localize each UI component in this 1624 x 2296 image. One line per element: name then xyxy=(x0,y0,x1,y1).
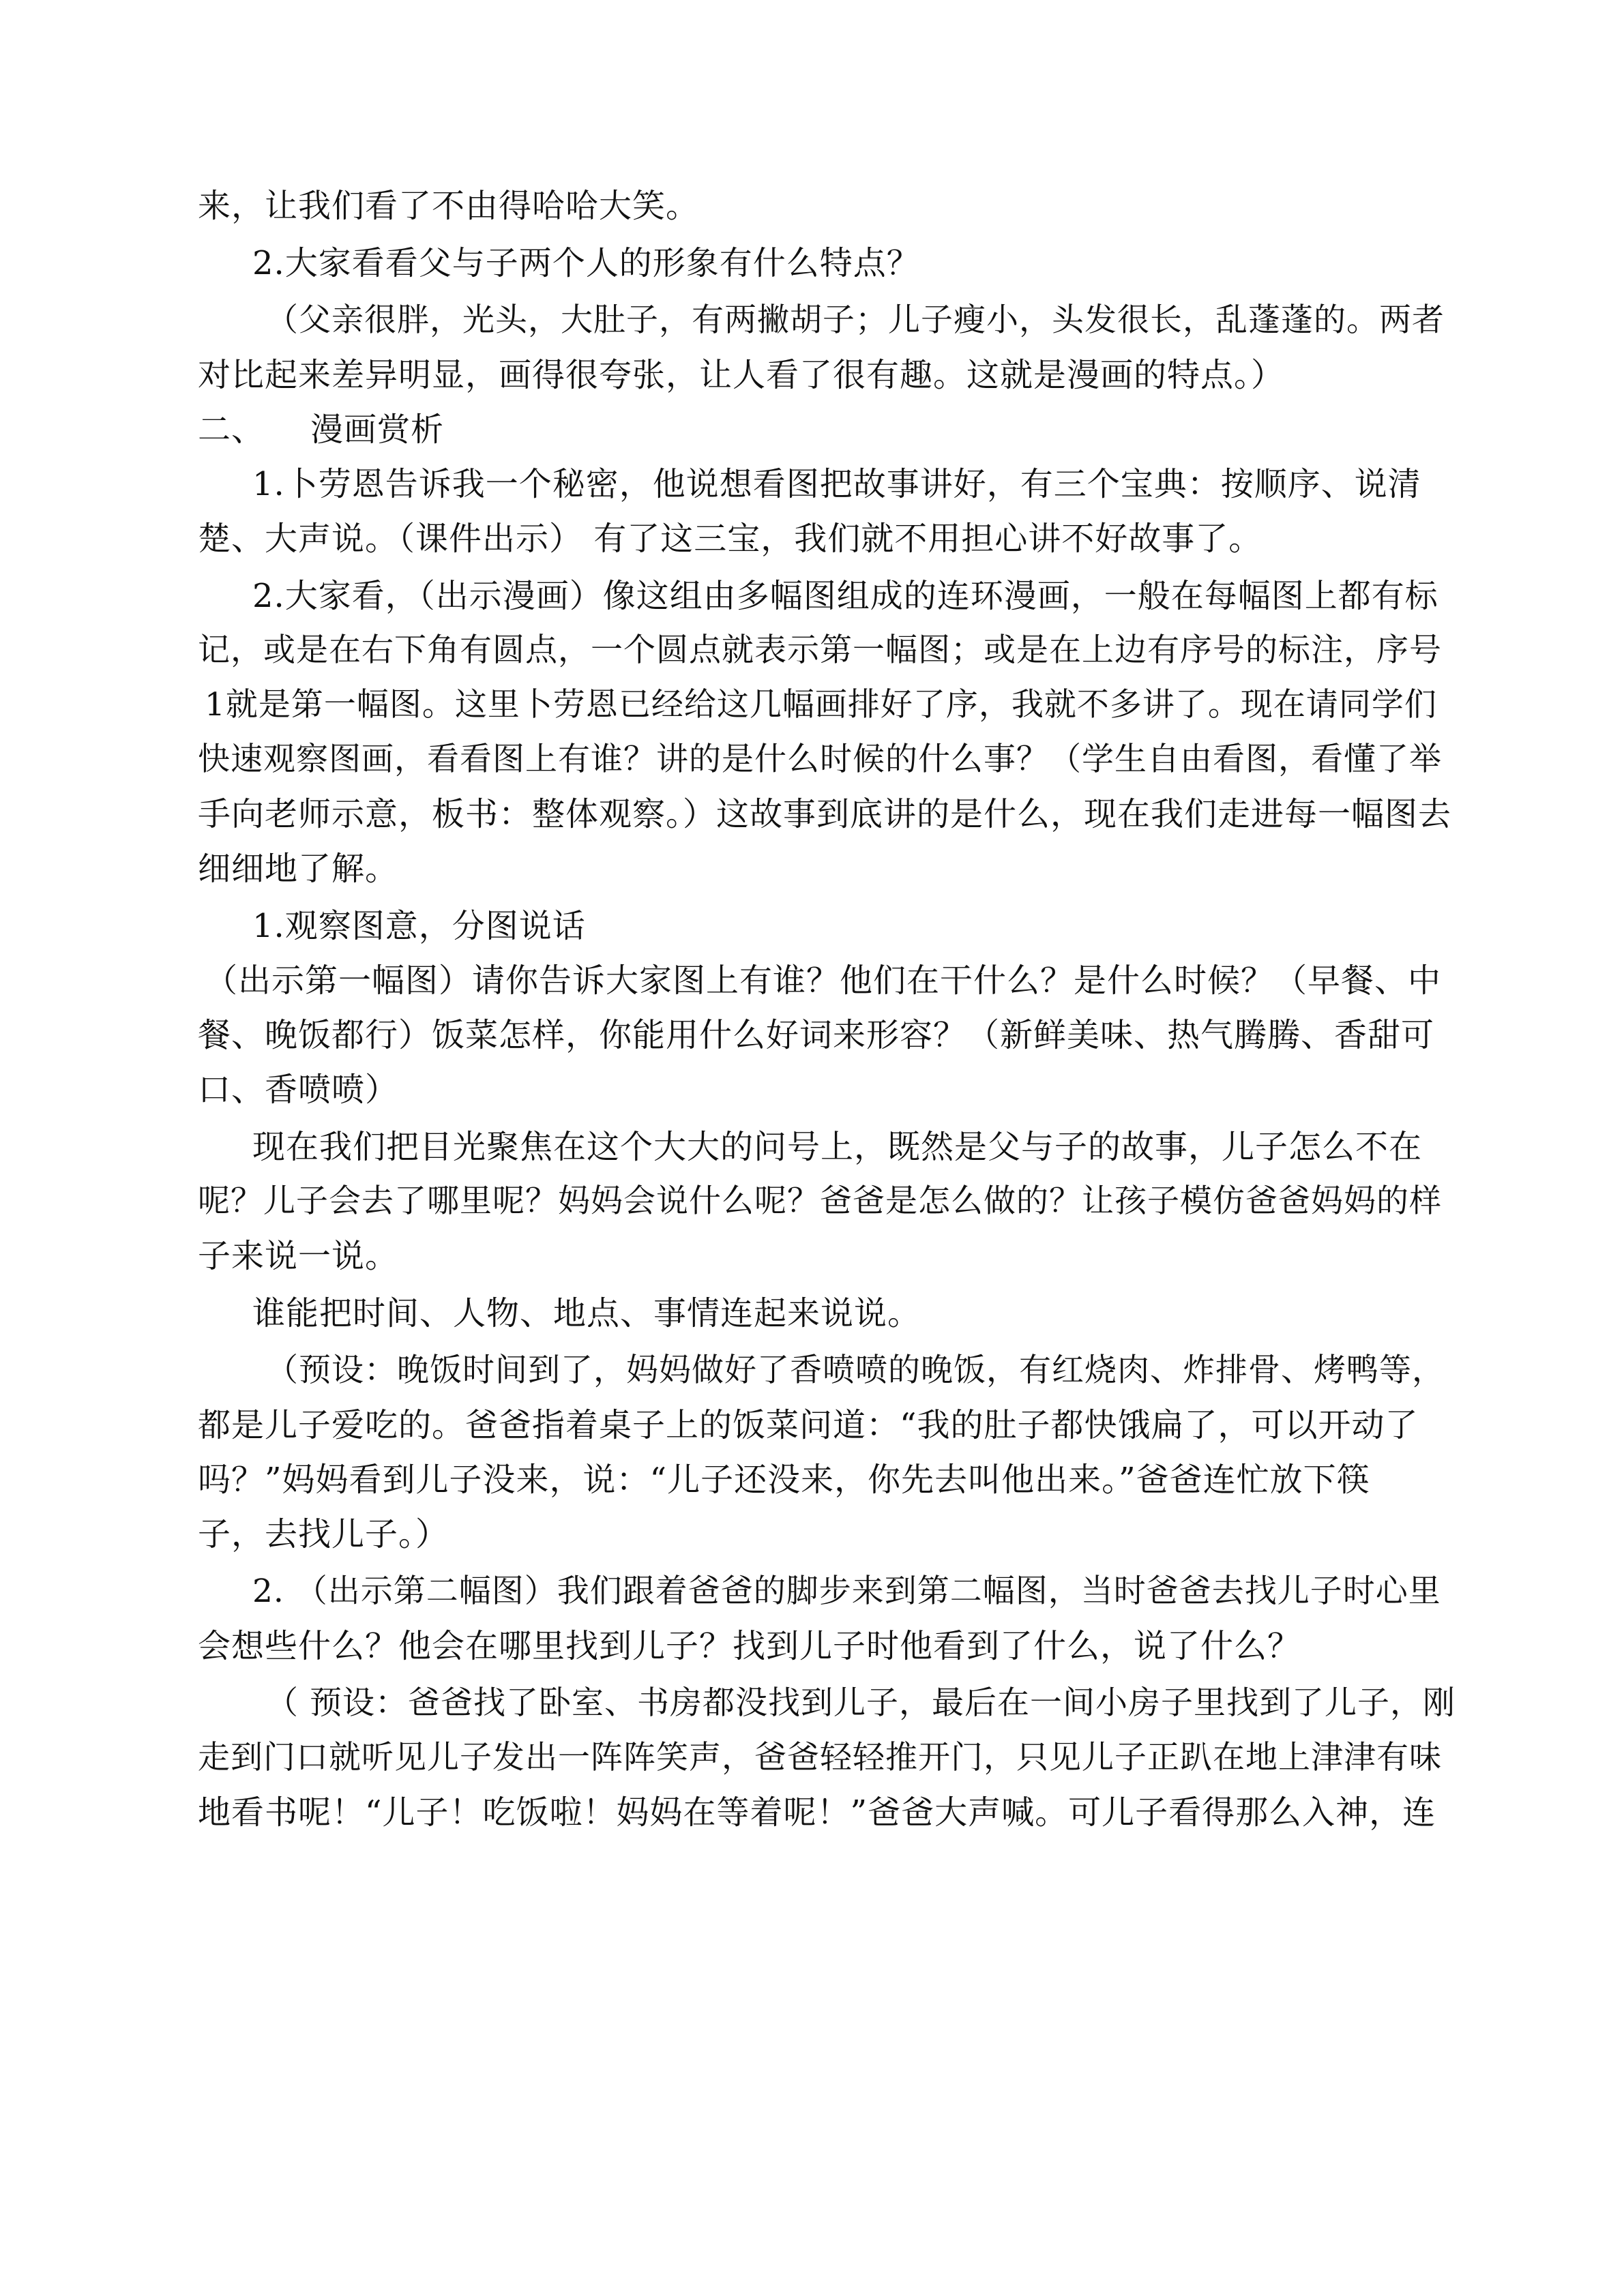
text-line: 都是儿子爱吃的。爸爸指着桌子上的饭菜问道：“我的肚子都快饿扁了，可以开动了 xyxy=(198,1406,1419,1444)
text-line: 吗？”妈妈看到儿子没来，说：“儿子还没来，你先去叫他出来。”爸爸连忙放下筷 xyxy=(198,1461,1370,1499)
text-line: 快速观察图画，看看图上有谁？讲的是什么时候的什么事？（学生自由看图，看懂了举 xyxy=(198,741,1442,778)
text-line: 2.大家看看父与子两个人的形象有什么特点？ xyxy=(252,244,920,282)
text-line: 餐、晚饭都行）饭菜怎样，你能用什么好词来形容？（新鲜美味、热气腾腾、香甜可 xyxy=(198,1016,1435,1054)
text-line: （出示第一幅图）请你告诉大家图上有谁？他们在干什么？是什么时候？（早餐、中 xyxy=(205,961,1442,1000)
text-line: 来，让我们看了不由得哈哈大笑。 xyxy=(198,187,700,225)
text-line: 口、香喷喷） xyxy=(198,1071,399,1109)
text-line: （ 预设：爸爸找了卧室、书房都没找到儿子，最后在一间小房子里找到了儿子，刚 xyxy=(266,1684,1456,1722)
text-line: 呢？儿子会去了哪里呢？妈妈会说什么呢？爸爸是怎么做的？让孩子模仿爸爸妈妈的样 xyxy=(198,1182,1442,1220)
text-line: 对比起来差异明显，画得很夸张，让人看了很有趣。这就是漫画的特点。） xyxy=(198,356,1285,394)
text-line: 1.观察图意，分图说话 xyxy=(252,907,586,945)
text-line: 子，去找儿子。） xyxy=(198,1515,449,1553)
text-line: 1就是第一幅图。这里卜劳恩已经给这几幅画排好了序，我就不多讲了。现在请同学们 xyxy=(205,686,1437,724)
text-line: 子来说一说。 xyxy=(198,1237,399,1275)
text-line: 记，或是在右下角有圆点，一个圆点就表示第一幅图；或是在上边有序号的标注，序号 xyxy=(198,631,1442,669)
text-line: 手向老师示意，板书：整体观察。）这故事到底讲的是什么，现在我们走进每一幅图去 xyxy=(198,795,1452,833)
section-heading-title: 漫画赏析 xyxy=(310,411,445,449)
text-line: 1.卜劳恩告诉我一个秘密，他说想看图把故事讲好，有三个宝典：按顺序、说清 xyxy=(252,465,1421,503)
text-line: 2. （出示第二幅图）我们跟着爸爸的脚步来到第二幅图，当时爸爸去找儿子时心里 xyxy=(252,1572,1441,1610)
text-line: 现在我们把目光聚焦在这个大大的问号上，既然是父与子的故事，儿子怎么不在 xyxy=(252,1128,1423,1166)
text-line: 地看书呢！“儿子！吃饭啦！妈妈在等着呢！”爸爸大声喊。可儿子看得那么入神，连 xyxy=(198,1793,1436,1832)
text-line: 谁能把时间、人物、地点、事情连起来说说。 xyxy=(252,1294,921,1332)
text-line: （父亲很胖，光头，大肚子，有两撇胡子；儿子瘦小，头发很长，乱蓬蓬的。两者 xyxy=(266,301,1445,339)
text-line: （预设：晚饭时间到了，妈妈做好了香喷喷的晚饭，有红烧肉、炸排骨、烤鸭等， xyxy=(266,1352,1445,1389)
text-line: 细细地了解。 xyxy=(198,850,399,888)
text-line: 走到门口就听见儿子发出一阵阵笑声，爸爸轻轻推开门，只见儿子正趴在地上津津有味 xyxy=(198,1739,1442,1776)
section-heading-number: 二、 xyxy=(198,411,265,449)
text-line: 2.大家看，（出示漫画）像这组由多幅图组成的连环漫画，一般在每幅图上都有标 xyxy=(252,577,1438,615)
text-line: 会想些什么？他会在哪里找到儿子？找到儿子时他看到了什么，说了什么？ xyxy=(198,1627,1301,1665)
text-line: 楚、大声说。（课件出示） 有了这三宝，我们就不用担心讲不好故事了。 xyxy=(198,520,1263,558)
